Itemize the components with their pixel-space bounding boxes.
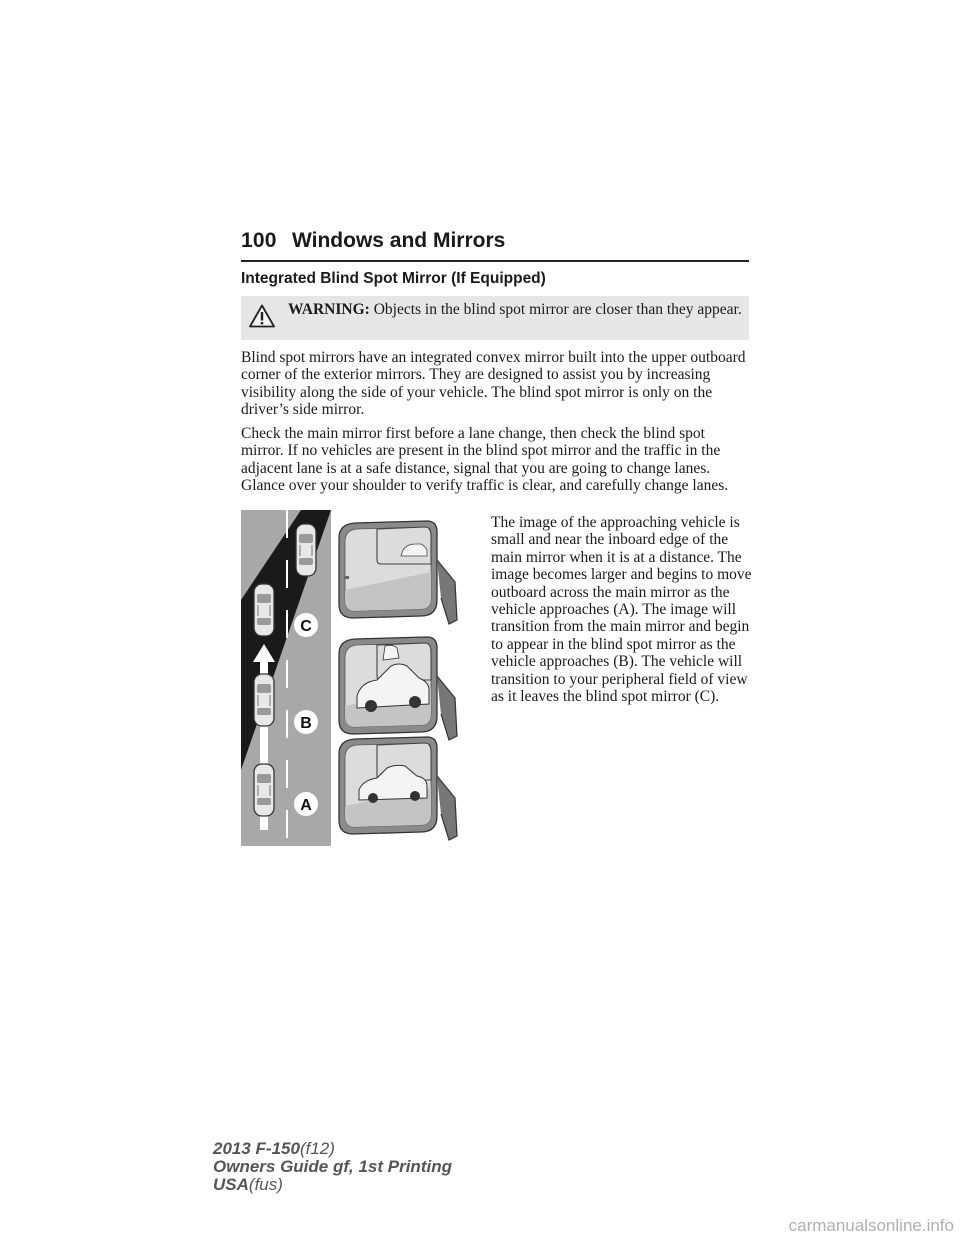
- footer-market: USA: [213, 1175, 249, 1194]
- figure-label-b: B: [300, 715, 312, 732]
- section-heading: Integrated Blind Spot Mirror (If Equipped): [241, 270, 546, 287]
- warning-triangle-icon: [249, 304, 275, 328]
- page-number: 100: [241, 229, 277, 252]
- mirror-b-view: [339, 637, 457, 740]
- warning-label: WARNING:: [288, 301, 370, 318]
- header-rule: [241, 260, 749, 262]
- footer-printing: Owners Guide gf, 1st Printing: [213, 1157, 452, 1176]
- warning-text: [288, 300, 743, 320]
- footer-model: 2013 F-150: [213, 1139, 300, 1158]
- paragraph-approaching-vehicle: The image of the approaching vehicle is small and near the inboard edge of the main mirror when it is at a distance. The image becomes larger and begins to move outboard across the main mirror as the vehicle approaches (A). The image will transition from the main mirror and begin to appear in the blind spot mirror as the vehicle approaches (B). The vehicle will transition to your peripheral field of view as it leaves the blind spot mirror (C).: [491, 514, 752, 706]
- footer-model-code: (f12): [299, 1139, 335, 1158]
- paragraph-lane-change: Check the main mirror first before a lane change, then check the blind spot mirror. If no vehicles are present in the blind spot mirror and the traffic in the adjacent lane is at a safe distance, signal that you are going to change lanes. Glance over your shoulder to verify traffic is clear, and carefully change lanes.: [241, 425, 729, 495]
- warning-box: [241, 296, 749, 340]
- blind-spot-illustration: [241, 510, 483, 846]
- mirror-a-view: [339, 737, 457, 840]
- figure-label-c: C: [300, 618, 312, 635]
- watermark: carmanualsonline.info: [788, 1216, 954, 1235]
- page-title: Windows and Mirrors: [292, 229, 506, 252]
- footer-market-code: (fus): [248, 1175, 283, 1194]
- figure-label-a: A: [300, 797, 312, 814]
- mirror-c-view: [339, 521, 457, 624]
- paragraph-convex-mirror: Blind spot mirrors have an integrated convex mirror built into the upper outboard corner of the exterior mirrors. They are designed to assist you by increasing visibility along the side of your vehicle. The blind spot mirror is only on the driver’s side mirror.: [241, 349, 746, 419]
- warning-message: Objects in the blind spot mirror are closer than they appear.: [373, 301, 742, 318]
- print-footer: [213, 1140, 452, 1194]
